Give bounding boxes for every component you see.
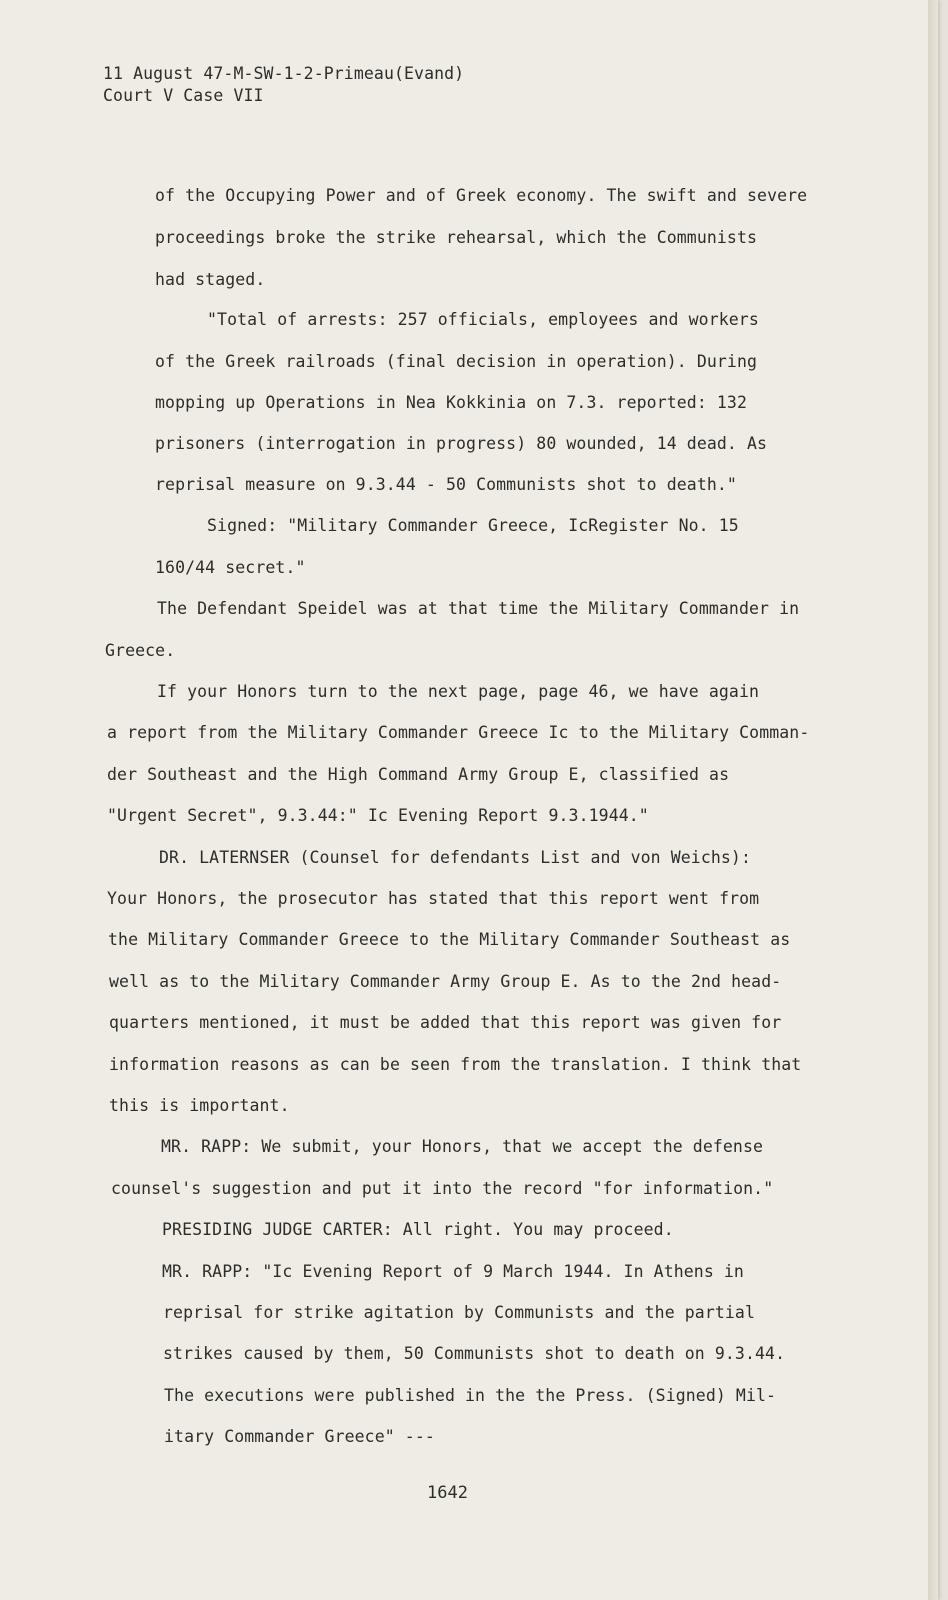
text-line: DR. LATERNSER (Counsel for defendants List and von Weichs):: [159, 848, 751, 867]
text-line: counsel's suggestion and put it into the record "for information.": [111, 1179, 774, 1198]
text-line: well as to the Military Commander Army Group E. As to the 2nd head-: [109, 972, 782, 991]
text-line: The executions were published in the the Press. (Signed) Mil-: [164, 1386, 777, 1405]
text-line: 160/44 secret.": [155, 558, 306, 577]
text-line: proceedings broke the strike rehearsal, which the Communists: [155, 228, 758, 247]
text-line: If your Honors turn to the next page, page 46, we have again: [157, 682, 760, 701]
text-line: had staged.: [155, 270, 266, 289]
text-line: MR. RAPP: We submit, your Honors, that we accept the defense: [161, 1137, 764, 1156]
text-line: Your Honors, the prosecutor has stated that this report went from: [107, 889, 760, 908]
text-line: the Military Commander Greece to the Military Commander Southeast as: [108, 930, 791, 949]
text-line: strikes caused by them, 50 Communists shot to death on 9.3.44.: [163, 1344, 786, 1363]
text-line: Greece.: [105, 641, 176, 660]
text-line: information reasons as can be seen from the translation. I think that: [109, 1055, 802, 1074]
text-line: reprisal for strike agitation by Communists and the partial: [163, 1303, 755, 1322]
header-line-1: 11 August 47-M-SW-1-2-Primeau(Evand): [103, 64, 465, 83]
header-line-2: Court V Case VII: [103, 86, 264, 105]
text-line: MR. RAPP: "Ic Evening Report of 9 March 1944. In Athens in: [162, 1262, 744, 1281]
text-line: "Urgent Secret", 9.3.44:" Ic Evening Report 9.3.1944.": [107, 806, 649, 825]
text-line: Signed: "Military Commander Greece, IcRegister No. 15: [207, 516, 739, 535]
text-line: of the Greek railroads (final decision in operation). During: [155, 352, 758, 371]
text-line: this is important.: [109, 1096, 290, 1115]
text-line: itary Commander Greece" ---: [164, 1427, 435, 1446]
text-line: of the Occupying Power and of Greek economy. The swift and severe: [155, 186, 808, 205]
text-line: prisoners (interrogation in progress) 80 wounded, 14 dead. As: [155, 434, 768, 453]
text-line: "Total of arrests: 257 officials, employees and workers: [207, 310, 759, 329]
text-line: mopping up Operations in Nea Kokkinia on 7.3. reported: 132: [155, 393, 747, 412]
text-line: der Southeast and the High Command Army Group E, classified as: [107, 765, 730, 784]
text-line: a report from the Military Commander Greece Ic to the Military Comman-: [107, 723, 810, 742]
text-line: reprisal measure on 9.3.44 - 50 Communists shot to death.": [155, 475, 737, 494]
page-edge: [928, 0, 938, 1600]
page-number: 1642: [427, 1483, 468, 1503]
text-line: quarters mentioned, it must be added that this report was given for: [109, 1013, 782, 1032]
text-line: The Defendant Speidel was at that time the Military Commander in: [157, 599, 800, 618]
text-line: PRESIDING JUDGE CARTER: All right. You may proceed.: [162, 1220, 674, 1239]
